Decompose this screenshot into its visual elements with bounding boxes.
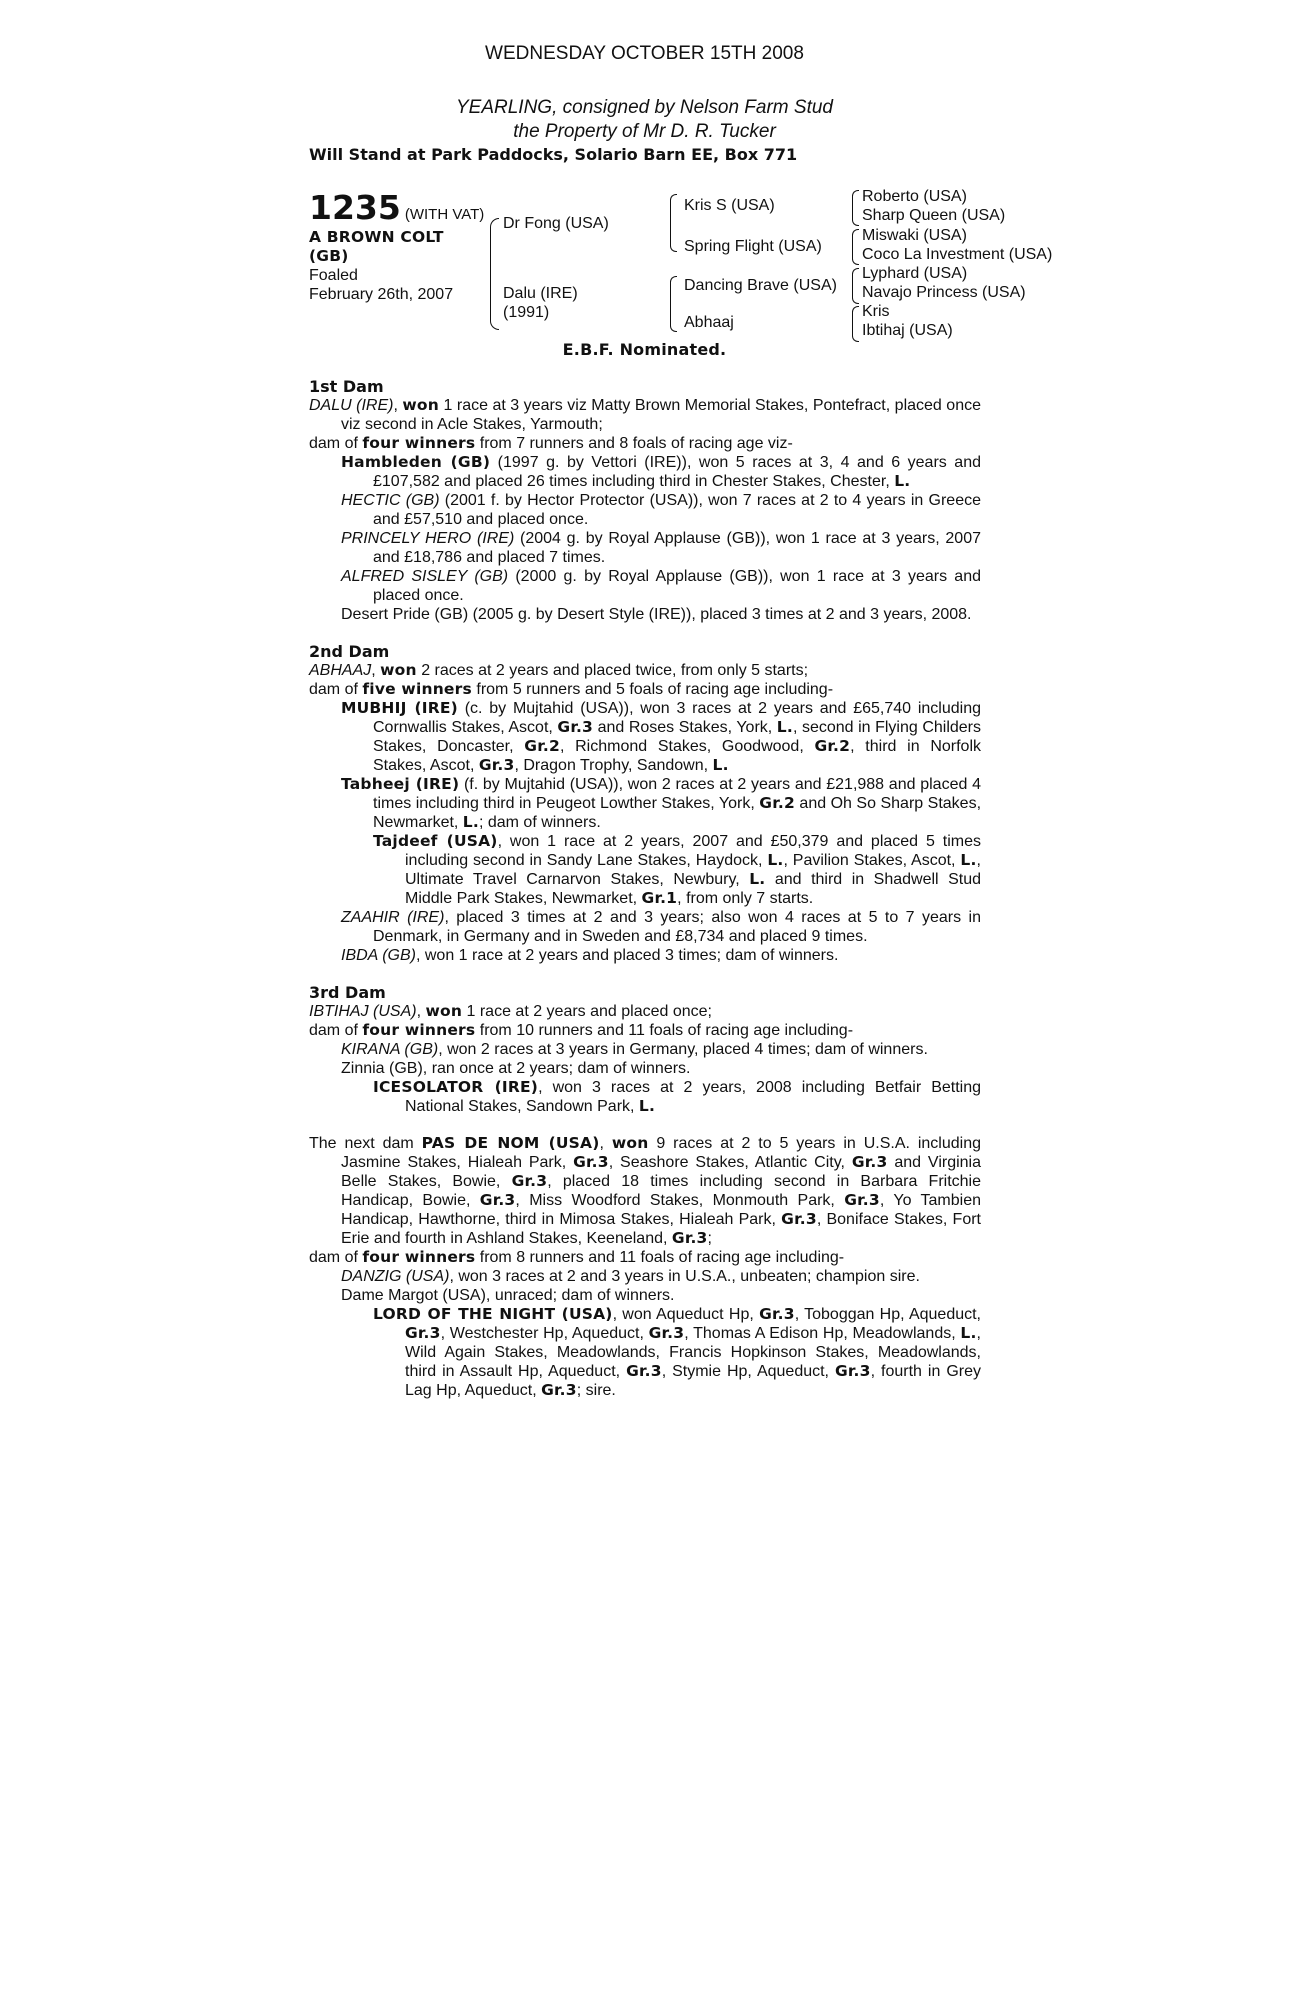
vat-note: (WITH VAT) bbox=[404, 206, 485, 223]
second-dam-offspring-1: MUBHIJ (IRE) (c. by Mujtahid (USA)), won 3 races at 2 years and £65,740 including Cornwallis Stakes, Ascot, Gr.3 and Roses Stakes, York, L., second in Flying Childers Stakes, Doncaster, Gr.2, Richmond Stakes, Goodwood, Gr.2, third in Norfolk Stakes, Ascot, Gr.3, Dragon Trophy, Sandown, L. bbox=[341, 699, 982, 774]
first-dam-produce-summary: dam of four winners from 7 runners and 8 foals of racing age viz- bbox=[309, 434, 793, 452]
pedigree-brace-g3 bbox=[852, 229, 859, 265]
next-dam-produce-summary: dam of four winners from 8 runners and 11 foals of racing age including- bbox=[309, 1248, 845, 1266]
pedigree-brace-g7 bbox=[852, 306, 859, 342]
pedigree-dam-year: (1991) bbox=[503, 304, 550, 321]
second-dam-grand-offspring: Tajdeef (USA), won 1 race at 2 years, 2007 and £50,379 and placed 5 times including second in Sandy Lane Stakes, Haydock, L., Pavilion Stakes, Ascot, L., Ultimate Travel Carnarvon Stakes, Newbury, L. and third in Shadwell Stud Middle Park Stakes, Newmarket, Gr.1, from only 7 starts. bbox=[373, 832, 981, 907]
first-dam-offspring-1: Hambleden (GB) (1997 g. by Vettori (IRE)), won 5 races at 3, 4 and 6 years and £107,582 and placed 26 times including third in Chester Stakes, Chester, L. bbox=[341, 453, 982, 490]
pedigree-g6: Navajo Princess (USA) bbox=[862, 284, 1026, 301]
third-dam-produce-summary: dam of four winners from 10 runners and 11 foals of racing age including- bbox=[309, 1021, 854, 1039]
second-dam-heading: 2nd Dam bbox=[309, 642, 390, 661]
third-dam-heading: 3rd Dam bbox=[309, 983, 386, 1002]
location-line: Will Stand at Park Paddocks, Solario Barn EE, Box 771 bbox=[309, 145, 798, 164]
second-dam-record: ABHAAJ, won 2 races at 2 years and placed twice, from only 5 starts; bbox=[309, 661, 809, 679]
horse-country: (GB) bbox=[309, 247, 349, 265]
third-dam-record: IBTIHAJ (USA), won 1 race at 2 years and placed once; bbox=[309, 1002, 712, 1020]
third-dam-grand-offspring: ICESOLATOR (IRE), won 3 races at 2 years, 2008 including Betfair Betting National Stakes, Sandown Park, L. bbox=[373, 1078, 982, 1115]
pedigree-g2: Sharp Queen (USA) bbox=[862, 207, 1006, 224]
lot-number: 1235 (WITH VAT) bbox=[309, 188, 485, 227]
pedigree-g7: Kris bbox=[862, 303, 890, 320]
pedigree-brace-g5 bbox=[852, 268, 859, 304]
first-dam-offspring-5: Desert Pride (GB) (2005 g. by Desert Style (IRE)), placed 3 times at 2 and 3 years, 2008. bbox=[341, 606, 972, 623]
pedigree-dam-sire: Dancing Brave (USA) bbox=[684, 277, 837, 294]
property-line: the Property of Mr D. R. Tucker bbox=[513, 121, 776, 142]
consignor-line: YEARLING, consigned by Nelson Farm Stud bbox=[455, 97, 833, 118]
pedigree-g8: Ibtihaj (USA) bbox=[862, 322, 953, 339]
second-dam-offspring-5: IBDA (GB), won 1 race at 2 years and placed 3 times; dam of winners. bbox=[341, 947, 839, 964]
pedigree-dam: Dalu (IRE) bbox=[503, 285, 578, 302]
sale-date: WEDNESDAY OCTOBER 15TH 2008 bbox=[485, 43, 804, 64]
next-dam-offspring-1: DANZIG (USA), won 3 races at 2 and 3 years in U.S.A., unbeaten; champion sire. bbox=[341, 1268, 920, 1285]
first-dam-heading: 1st Dam bbox=[309, 377, 384, 396]
pedigree-sire-dam: Spring Flight (USA) bbox=[684, 238, 822, 255]
next-dam-grand-offspring: LORD OF THE NIGHT (USA), won Aqueduct Hp, Gr.3, Toboggan Hp, Aqueduct, Gr.3, Westchester Hp, Aqueduct, Gr.3, Thomas A Edison Hp, Meadowlands, L., Wild Again Stakes, Meadowlands, Francis Hopkinson Stakes, Meadowlands, third in Assault Hp, Aqueduct, Gr.3, Stymie Hp, Aqueduct, Gr.3, fourth in Grey Lag Hp, Aqueduct, Gr.3; sire. bbox=[373, 1305, 982, 1399]
horse-description bbox=[309, 228, 479, 304]
pedigree-g5: Lyphard (USA) bbox=[862, 265, 968, 282]
horse-sex-colour: A BROWN COLT bbox=[309, 228, 444, 246]
foaled-label: Foaled bbox=[309, 267, 358, 284]
second-dam-offspring-4: ZAAHIR (IRE), placed 3 times at 2 and 3 years; also won 4 races at 5 to 7 years in Denmark, in Germany and in Sweden and £8,734 and placed 9 times. bbox=[341, 909, 981, 945]
third-dam-offspring-1: KIRANA (GB), won 2 races at 3 years in Germany, placed 4 times; dam of winners. bbox=[341, 1041, 928, 1058]
pedigree-sire: Dr Fong (USA) bbox=[503, 215, 609, 232]
pedigree-dam-dam: Abhaaj bbox=[684, 314, 734, 331]
next-dam-offspring-2: Dame Margot (USA), unraced; dam of winners. bbox=[341, 1287, 675, 1304]
pedigree-g3: Miswaki (USA) bbox=[862, 227, 967, 244]
first-dam-offspring-2: HECTIC (GB) (2001 f. by Hector Protector (USA)), won 7 races at 2 to 4 years in Greece and £57,510 and placed once. bbox=[341, 492, 981, 528]
pedigree-brace-main bbox=[490, 218, 499, 330]
second-dam-produce-summary: dam of five winners from 5 runners and 5 foals of racing age including- bbox=[309, 680, 834, 698]
catalogue-body bbox=[309, 377, 981, 1400]
pedigree-g4: Coco La Investment (USA) bbox=[862, 246, 1053, 263]
third-dam-offspring-2: Zinnia (GB), ran once at 2 years; dam of winners. bbox=[341, 1060, 691, 1077]
pedigree-g1: Roberto (USA) bbox=[862, 188, 967, 205]
pedigree-brace-dam bbox=[670, 276, 677, 332]
pedigree-brace-g1 bbox=[852, 190, 859, 226]
pedigree-brace-sire bbox=[670, 194, 677, 252]
second-dam-offspring-2: Tabheej (IRE) (f. by Mujtahid (USA)), won 2 races at 2 years and £21,988 and placed 4 times including third in Peugeot Lowther Stakes, York, Gr.2 and Oh So Sharp Stakes, Newmarket, L.; dam of winners. bbox=[341, 775, 982, 831]
foaled-date: February 26th, 2007 bbox=[309, 286, 454, 303]
first-dam-record: DALU (IRE), won 1 race at 3 years viz Matty Brown Memorial Stakes, Pontefract, placed once viz second in Acle Stakes, Yarmouth; bbox=[309, 396, 981, 433]
first-dam-offspring-4: ALFRED SISLEY (GB) (2000 g. by Royal Applause (GB)), won 1 race at 3 years and placed once. bbox=[341, 568, 981, 604]
pedigree-sire-sire: Kris S (USA) bbox=[684, 197, 775, 214]
next-dam-record: The next dam PAS DE NOM (USA), won 9 races at 2 to 5 years in U.S.A. including Jasmine Stakes, Hialeah Park, Gr.3, Seashore Stakes, Atlantic City, Gr.3 and Virginia Belle Stakes, Bowie, Gr.3, placed 18 times including second in Barbara Fritchie Handicap, Bowie, Gr.3, Miss Woodford Stakes, Monmouth Park, Gr.3, Yo Tambien Handicap, Hawthorne, third in Mimosa Stakes, Hialeah Park, Gr.3, Boniface Stakes, Fort Erie and fourth in Ashland Stakes, Keeneland, Gr.3; bbox=[309, 1134, 982, 1247]
ebf-nominated: E.B.F. Nominated. bbox=[562, 340, 727, 359]
first-dam-offspring-3: PRINCELY HERO (IRE) (2004 g. by Royal Applause (GB)), won 1 race at 3 years, 2007 and £18,786 and placed 7 times. bbox=[341, 530, 981, 566]
